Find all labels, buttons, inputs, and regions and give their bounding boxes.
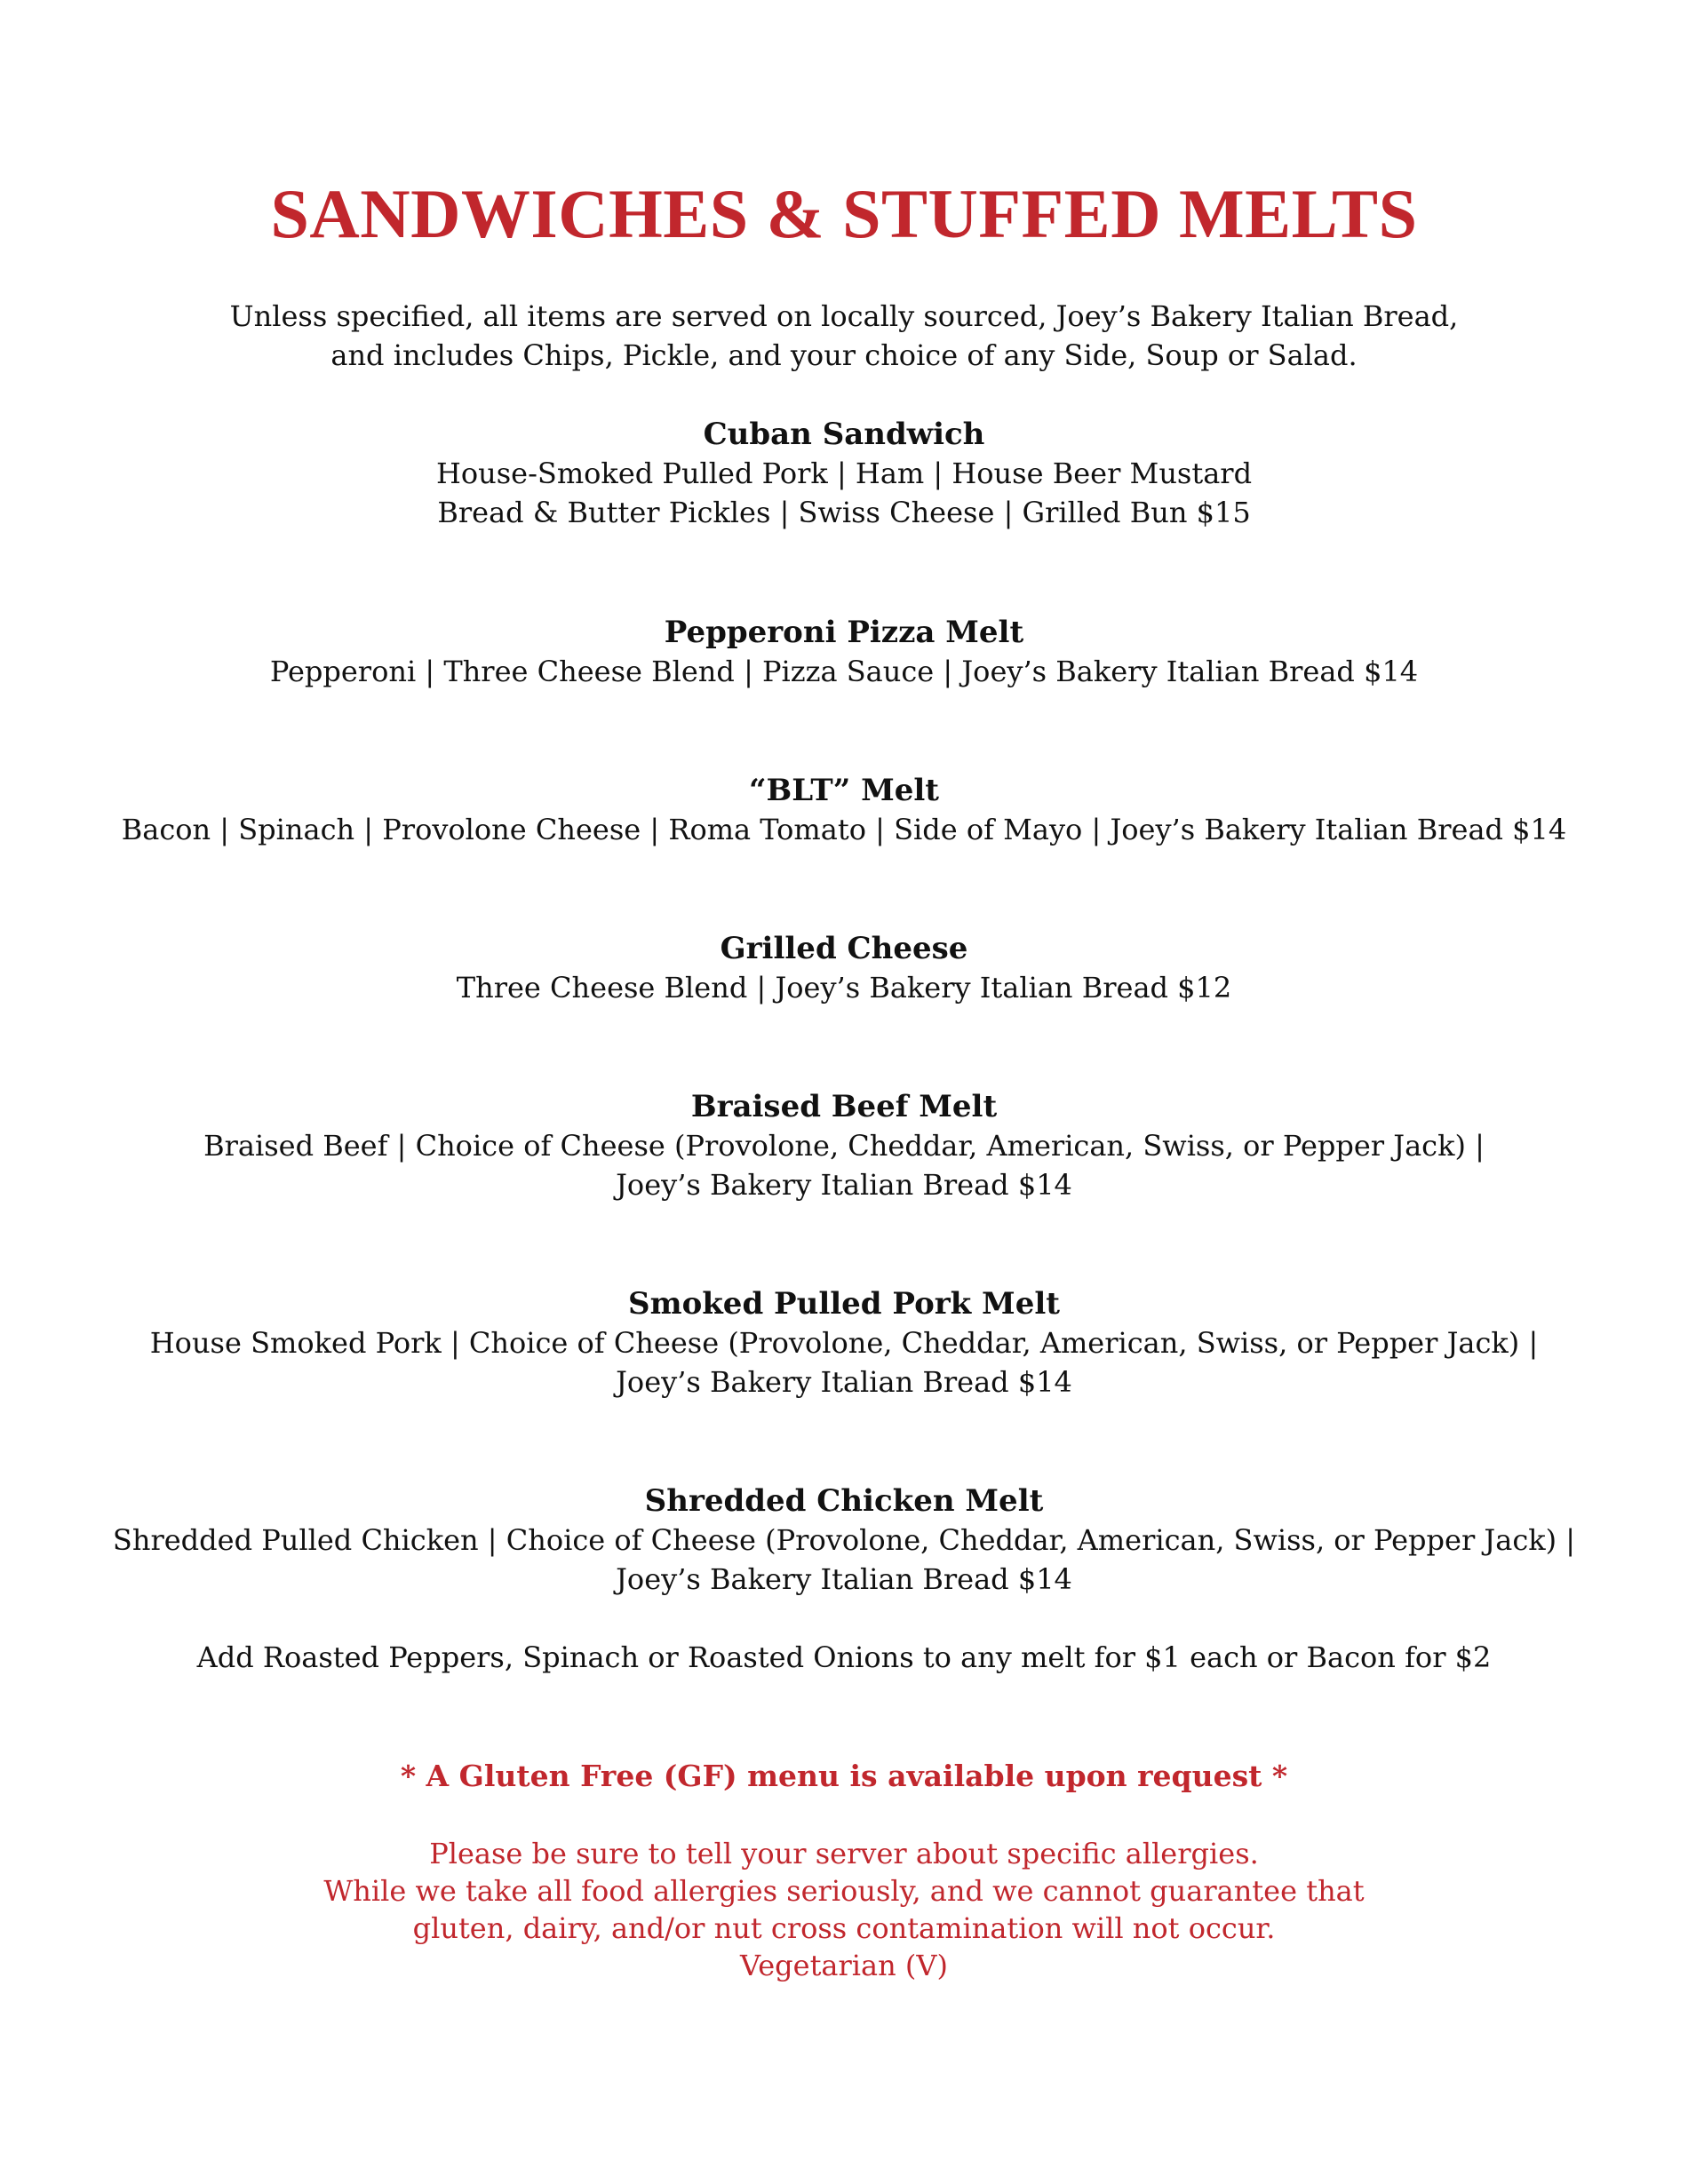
allergy-line: While we take all food allergies seriously, and we cannot guarantee that [323,1874,1365,1908]
gluten-free-notice: * A Gluten Free (GF) menu is available upon request * [400,1759,1288,1793]
menu-item-description: Bread & Butter Pickles | Swiss Cheese | Grilled Bun $15 [437,496,1251,529]
melt-addon-note: Add Roasted Peppers, Spinach or Roasted Onions to any melt for $1 each or Bacon for $2 [196,1640,1492,1674]
intro-line: Unless specified, all items are served on locally sourced, Joey’s Bakery Italian Bread, [229,299,1459,333]
menu-item-cuban-sandwich [0,415,1688,532]
intro-line: and includes Chips, Pickle, and your choice of any Side, Soup or Salad. [330,338,1358,372]
menu-item-description: Joey’s Bakery Italian Bread $14 [616,1562,1072,1596]
menu-item-description: Joey’s Bakery Italian Bread $14 [616,1168,1072,1202]
vegetarian-legend: Vegetarian (V) [740,1949,948,1982]
page-title: SANDWICHES & STUFFED MELTS [270,175,1418,252]
intro-text [0,297,1688,375]
allergy-line: gluten, dairy, and/or nut cross contamination will not occur. [412,1911,1276,1945]
menu-item-description: Bacon | Spinach | Provolone Cheese | Roma Tomato | Side of Mayo | Joey’s Bakery Italian Bread $14 [121,813,1567,846]
menu-item-name: Braised Beef Melt [690,1089,998,1124]
menu-item-grilled-cheese [0,929,1688,1007]
menu-item-description: House-Smoked Pulled Pork | Ham | House Beer Mustard [435,457,1253,490]
menu-item-description: Joey’s Bakery Italian Bread $14 [616,1365,1072,1399]
menu-item-description: Three Cheese Blend | Joey’s Bakery Italian Bread $12 [456,971,1232,1005]
allergy-notice [0,1835,1688,1984]
menu-item-description: Shredded Pulled Chicken | Choice of Cheese (Provolone, Cheddar, American, Swiss, or Pepper Jack) | [112,1523,1576,1557]
menu-item-blt-melt [0,771,1688,849]
menu-item-description: House Smoked Pork | Choice of Cheese (Provolone, Cheddar, American, Swiss, or Pepper Jack) | [149,1326,1539,1360]
menu-item-name: Shredded Chicken Melt [644,1483,1044,1519]
menu-item-name: Smoked Pulled Pork Melt [628,1286,1060,1322]
menu-item-shredded-chicken-melt [0,1481,1688,1599]
menu-item-name: Grilled Cheese [720,931,968,966]
menu-item-description: Braised Beef | Choice of Cheese (Provolone, Cheddar, American, Swiss, or Pepper Jack) | [203,1129,1485,1163]
menu-item-description: Pepperoni | Three Cheese Blend | Pizza Sauce | Joey’s Bakery Italian Bread $14 [269,655,1419,688]
menu-item-smoked-pulled-pork-melt [0,1284,1688,1402]
menu-item-pepperoni-pizza-melt [0,613,1688,691]
menu-item-braised-beef-melt [0,1087,1688,1204]
menu-item-name: “BLT” Melt [748,773,939,808]
menu-item-name: Pepperoni Pizza Melt [664,615,1024,650]
allergy-line: Please be sure to tell your server about specific allergies. [429,1837,1259,1870]
menu-item-name: Cuban Sandwich [703,417,985,452]
